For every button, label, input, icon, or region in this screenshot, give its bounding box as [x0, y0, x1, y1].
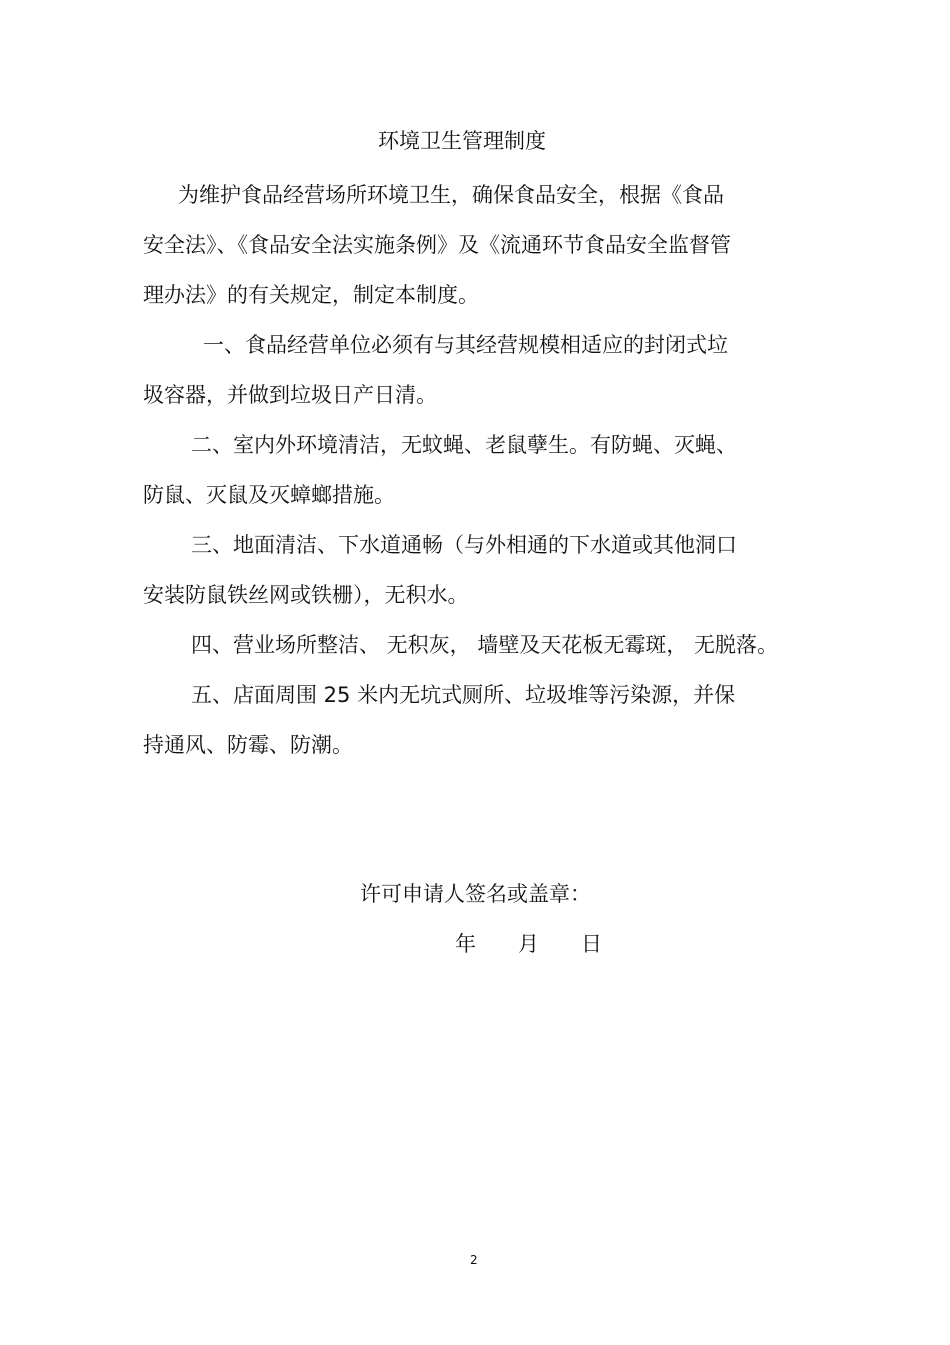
intro-line-1: 为维护食品经营场所环境卫生，确保食品安全，根据《食品 [178, 183, 724, 207]
item2-line-2: 防鼠、灭鼠及灭蟑螂措施。 [143, 483, 395, 507]
item3-line-1: 三、地面清洁、下水道通畅（与外相通的下水道或其他洞口 [191, 533, 737, 557]
date-line: 年 月 日 [455, 932, 602, 956]
item5-line-1: 五、店面周围 25 米内无坑式厕所、垃圾堆等污染源，并保 [191, 683, 736, 707]
item4-line-1: 四、营业场所整洁、 无积灰， 墙壁及天花板无霉斑， 无脱落。 [191, 633, 779, 657]
item5-line-2: 持通风、防霉、防潮。 [143, 733, 353, 757]
item2-line-1: 二、室内外环境清洁，无蚊蝇、老鼠孽生。有防蝇、灭蝇、 [191, 433, 737, 457]
item1-line-2: 圾容器，并做到垃圾日产日清。 [143, 383, 437, 407]
item1-line-1: 一、食品经营单位必须有与其经营规模相适应的封闭式垃 [203, 333, 728, 357]
page-number: 2 [470, 1253, 478, 1267]
signature-label: 许可申请人签名或盖章： [360, 882, 591, 906]
item3-line-2: 安装防鼠铁丝网或铁栅），无积水。 [143, 583, 469, 607]
intro-line-2: 安全法》、《食品安全法实施条例》及《流通环节食品安全监督管 [143, 233, 731, 257]
intro-line-3: 理办法》的有关规定，制定本制度。 [143, 283, 479, 307]
document-title: 环境卫生管理制度 [378, 129, 546, 153]
